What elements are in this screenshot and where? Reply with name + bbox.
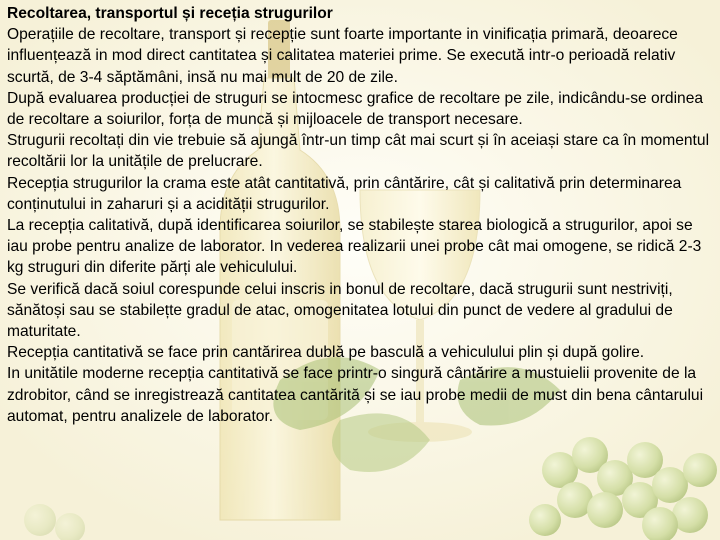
paragraph-2: După evaluarea producției de struguri se intocmesc grafice de recoltare pe zile, indicându-se ordinea de recoltare a soiurilor, forța de muncă și mijloacele de transport necesare. xyxy=(7,89,704,129)
slide-title: Recoltarea, transportul și receția strugurilor xyxy=(7,5,333,22)
paragraph-5: La recepția calitativă, după identificarea soiurilor, se stabilește starea biologică a strugurilor, apoi se iau probe pentru analize de laborator. In vederea realizarii unei probe cât mai omogene, se ridică 2-3 kg struguri din diferite părți ale vehiculului. xyxy=(7,217,702,277)
paragraph-8: In unitătile moderne recepția cantitativă se face printr-o singură cântărire a mustuielii provenite de la zdrobitor, când se inregistrează cantitatea cantărită și se iau probe medii de must din bena cântarului automat, pentru analizele de laborator. xyxy=(7,365,704,425)
paragraph-4: Recepția strugurilor la crama este atât cantitativă, prin cântărire, cât și calitativă prin determinarea conținutului in zaharuri și a acidității strugurilor. xyxy=(7,174,682,213)
slide-text-body xyxy=(7,3,713,427)
paragraph-6: Se verifică dacă soiul corespunde celui inscris in bonul de recoltare, dacă strugurii sunt nestriviți, sănătoși sau se stabilețte gradul de atac, omogenitatea lotului din punct de vedere al gradului de maturitate. xyxy=(7,280,673,341)
paragraph-7: Recepția cantitativă se face prin cantărirea dublă pe basculă a vehiculului plin și după golire. xyxy=(7,344,645,362)
paragraph-3: Strugurii recoltați din vie trebuie să ajungă într-un timp cât mai scurt și în aceiași stare ca în momentul recoltării lor la unitățile de prelucrare. xyxy=(7,132,710,171)
paragraph-1: Operațiile de recoltare, transport și recepție sunt foarte importante in vinificația primară, deoarece influențează in mod direct cantitatea și calitatea materiei prime. Se execută intr-o perioadă relativ scurtă, de 3-4 săptămâni, insă nu mai mult de 20 de zile. xyxy=(7,26,678,86)
